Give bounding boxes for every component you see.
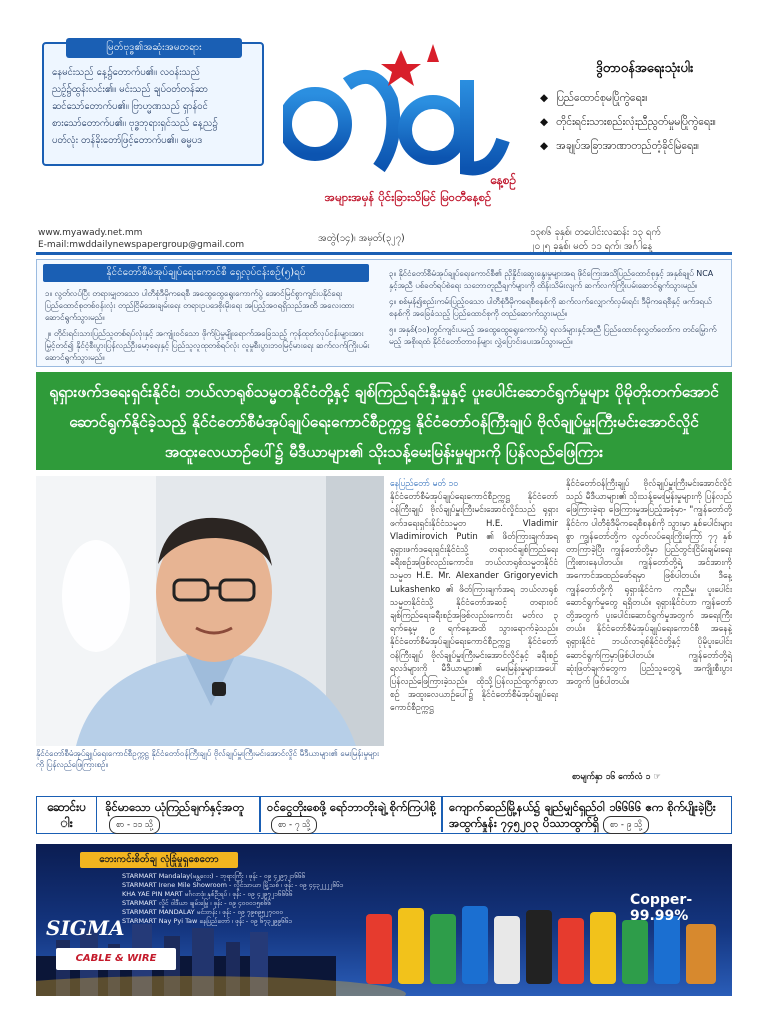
goal-item: ◆ ပြည်ထောင်စုမပြိုကွဲရေး။ (540, 92, 648, 104)
policy-item: ၅။ အနှစ်(၁၀)တွင်ကျင်းပမည့် အထွေထွေရွေးကောက်ပွဲ ရလဒ်များနှင့်အညီ ပြည်ထောင်စုလွှတ်တော်က တင်မြှောက်မည့် အစိုးရထံ နိုင်ငံတော်တာဝန်များ လွှဲပြောင်းပေးအပ်သွားမည်။ (389, 325, 717, 346)
index-item[interactable]: ခိုင်မာသော ယုံကြည်ချက်နှင့်အတူစာ - ၁၁ သို့ (105, 799, 255, 834)
page-ref: စာ - ၉ သို့ (603, 816, 649, 834)
logo-letter-circle-1 (285, 94, 345, 154)
goal-item: ◆ အချုပ်အခြာအာဏာတည်တံ့ခိုင်မြဲရေး။ (540, 140, 699, 152)
policy-item: ၂။ တိုင်းရင်းသားပြည်သူတစ်ရပ်လုံးနှင့် အကျုံးဝင်သော ဖိုက်ပြဲမှုမျိုးရောက်အခြေသည့် ကုန်ထုတ်လုပ်ငန်းများအား မြှင့်တင်၍ နိုင်ငံ့စီးပွားပြန်လည်ဦးမော့ရေးနှင့် ပြည်သူလူထုတစ်ရပ်လုံး လူမှုစီးပွားဘဝမြင့်မားရေး ဆက်လက်ကြိုးပမ်းဆောင်ရွက်သွားမည်။ (45, 329, 370, 362)
page-ref: စာ - ၁၁ သို့ (109, 816, 160, 834)
logo-graphic (283, 40, 523, 190)
website-link[interactable]: www.myawady.net.mm (38, 228, 143, 238)
headline-line: ရုရှားဖက်ဒရေးရှင်းနိုင်ငံ၊ ဘယ်လာရုစ်သမ္မတနိုင်ငံတို့နှင့် ချစ်ကြည်ရင်းနှီးမှုနှင့် ပူးပေါင်းဆောင်ရွက်မှုများ ပိုမိုတိုးတက်အောင် (49, 383, 719, 401)
goal-item: ◆ တိုင်းရင်းသားစည်းလုံးညီညွတ်မှုမပြိုကွဲရေး။ (540, 116, 716, 128)
advertisement[interactable] (36, 844, 732, 996)
mission-line: နေမင်းသည် နေ့၌တောက်ပ၏။ လဝန်းသည် (52, 67, 200, 78)
store-line: STARMART Irene Mile Showroom - လှိုင်သာယာ မြို့သစ် ၊ ဖုန်း - ၀၉ ၄၄၃၂၂၂၂၆၆၁ (122, 881, 344, 889)
index-item[interactable]: ကျောက်ဆည်မြို့နယ်၌ ချည်မျှင်ရှည်ဝါ ၁၆၆၆၆ ဧက စိုက်ပျိုးခဲ့ပြီး အထွက်နှုန်း ၇၄၅၂၀၃ ပိဿာထွက်ရှိ စာ - ၉ သို့ (449, 799, 727, 834)
policy-item: ၄။ စစ်မှန်၍စည်းကမ်းပြည့်ဝသော ပါတီစုံဒီမိုကရေစီစနစ်ကို ဆက်လက်လျှောက်လှမ်းရင်း ဒီမိုကရေစီနှင့် ဖက်ဒရယ်စနစ်ကို အခြေခံသည့် ပြည်ထောင်စုကို တည်ဆောက်သွားမည်။ (389, 297, 712, 318)
article-column (390, 478, 558, 786)
brand-logo: SIGMA (46, 916, 125, 940)
date-myanmar: ၁၃၈၆ ခုနှစ်၊ တပေါင်းလဆန်း ၁၃ ရက် (530, 227, 661, 238)
main-headline (36, 372, 732, 470)
photo-caption: နိုင်ငံတော်စီမံအုပ်ချုပ်ရေးကောင်စီဥက္ကဋ္ဌ နိုင်ငံတော်ဝန်ကြီးချုပ် ဗိုလ်ချုပ်မှူးကြီးမင်းအောင်လှိုင် မီဒီယာများ၏ မေးမြန်းမှုများကို ပြန်လည်ဖြေကြားစဉ်။ (36, 749, 380, 769)
divider (441, 797, 443, 832)
store-line: KHA YAE PIN MART မင်္ဂလာဒုံ၊ နှစ်ဦးရပ် ၊ ဖုန်း - ၀၉ ၄၂၉၇၂၁၆၆၆၆ (122, 890, 293, 898)
policy-item: ၁။ လွတ်လပ်ပြီး တရားမျှတသော ပါတီစုံဒီမိုကရေစီ အထွေထွေရွေးကောက်ပွဲ အောင်မြင်စွာကျင်းပနိုင်ရေး ပြည်ထောင်စုတစ်ဝန်းလုံး တည်ငြိမ်အေးချမ်းရေး တရားဥပဒေစိုးမိုးရေး အပြည့်အဝရရှိသည်အထိ အလေးထားဆောင်ရွက်သွားမည်။ (45, 289, 355, 322)
policy-box-title: နိုင်ငံတော်စီမံအုပ်ချုပ်ရေးကောင်စီ ရှေ့လုပ်ငန်းစဉ်(၅)ရပ် (43, 264, 369, 282)
divider (259, 797, 261, 832)
date-gregorian: ၂၀၂၅ ခုနှစ်၊ မတ် ၁၁ ရက်၊ အင်္ဂါနေ့ (530, 241, 653, 252)
mission-text (52, 64, 258, 149)
mission-line: စားသော်တောက်ပ၏။ ဗုဒ္ဓဘုရားရှင်သည် နေ့ည၌ (52, 118, 218, 129)
mission-line: ပတ်လုံး တန်ခိုးတော်ဖြင့်တောက်ပ၏။ ဓမ္မပဒ (52, 135, 203, 146)
masthead-tagline: အများအမှန် ပိုင်းခြားသိမြင် မြဝတီနေ့စဉ် (324, 190, 492, 204)
lead-photo (36, 476, 384, 746)
logo-letter-circle-2 (405, 102, 461, 158)
mission-title: မြတ်ဗုဒ္ဓ၏အဆုံးအမတရား (66, 38, 242, 58)
article-body: နိုင်ငံတော်ဝန်ကြီးချုပ် ဗိုလ်ချုပ်မှူးကြီးမင်းအောင်လှိုင်သည် မီဒီယာများ၏ သိုးသန့်မေးမြန်းမှုများကို ပြန်လည်ဖြေကြားခဲ့ရာ ဖြေကြားမှုအပြည့်အစုံမှာ- "ကျွန်တော်တို့နိုင်ငံက ပါတီစုံဒီမိုကရေစီစနစ်ကို သွားမှာ နှစ်ပေါင်းများစွာ ကျွန်တော်တို့က လွတ်လပ်ရေးကြိုးကြော် ၇၇ နှစ်တာကြာခဲ့ပြီး ကျွန်တော်တို့မှာ ပြည်တွင်းငြိမ်းချမ်းရေး ကြိုးစားနေပါတယ်။ ကျွန်တော်တို့ရဲ့ အင်အားကို အကောင်အထည်ဖော်ရမှာ ဖြစ်ပါတယ်။ ဒီနေ့ ကျွန်တော်တို့ကို ရုရှားနိုင်ငံက ကူညီမှု၊ ပူးပေါင်းဆောင်ရွက်မှုတွေ ရရှိတယ်။ ရုရှားနိုင်ငံဟာ ကျွန်တော်တို့အတွက် ပူးပေါင်းဆောင်ရွက်မှုအတွက် အရေးကြီးတယ်။ နိုင်ငံတော်စီမံအုပ်ချုပ်ရေးကောင်စီ အနေနဲ့ ရုရှားနိုင်ငံ ဘယ်လာရုစ်နိုင်ငံတို့နှင့် ပိုမိုပူးပေါင်းဆောင်ရွက်ကြမှာဖြစ်ပါတယ်။ ကျွန်တော်တို့ရဲ့ ဆုံးဖြတ်ချက်တွေက ပြည်သူတွေရဲ့ အကျိုးစီးပွားအတွက် ဖြစ်ပါတယ်။ (566, 479, 732, 688)
article-body: နိုင်ငံတော်စီမံအုပ်ချုပ်ရေးကောင်စီဥက္ကဋ္ဌ နိုင်ငံတော်ဝန်ကြီးချုပ် ဗိုလ်ချုပ်မှူးကြီးမင်းအောင်လှိုင်သည် ရုရှားဖက်ဒရေးရှင်းနိုင်ငံသမ္မတ H.E. Vladimir Vladimirovich Putin ၏ ဖိတ်ကြားချက်အရ ရုရှားဖက်ဒရေးရှင်းနိုင်ငံသို့ တရားဝင်ချစ်ကြည်ရေးခရီးစဉ်အဖြစ်လည်းကောင်း၊ ဘယ်လာရုစ်သမ္မတနိုင်ငံ သမ္မတ H.E. Mr. Alexander Grigoryevich Lukashenko ၏ ဖိတ်ကြားချက်အရ ဘယ်လာရုစ်သမ္မတနိုင်ငံသို့ နိုင်ငံတော်အဆင့် တရားဝင်ချစ်ကြည်ရေးခရီးစဉ်အဖြစ်လည်းကောင်း မတ်လ ၃ ရက်နေ့မှ ၉ ရက်နေ့အထိ သွားရောက်ခဲ့သည်။ နိုင်ငံတော်စီမံအုပ်ချုပ်ရေးကောင်စီဥက္ကဋ္ဌ နိုင်ငံတော်ဝန်ကြီးချုပ် ဗိုလ်ချုပ်မှူးကြီးမင်းအောင်လှိုင်နှင့် ခရီးစဉ်ရလဒ်များကို မီဒီယာများ၏ မေးမြန်းမှုများအပေါ် ပြန်လည်ဖြေကြားခဲ့သည်။ ထိုသို့ပြန်လည်ထွက်ခွာလာစဉ် အထူးလေယာဉ်ပေါ်၌ နိုင်ငံတော်စီမံအုပ်ချုပ်ရေးကောင်စီဥက္ကဋ္ဌ (390, 492, 558, 714)
store-line: STARMART လှိုင် ဝါဒီယာ ချမ်းမြေ့ ၊ ဖုန်း - ၀၉ ၄၀၀၀၁၅၈၆၆ (122, 899, 271, 907)
article-index (36, 796, 732, 834)
article-column (566, 478, 732, 768)
logo-subtitle: နေ့စဉ် (490, 173, 517, 187)
index-item[interactable]: ဝင်ငွေတိုးစေဖို့ ရော်ဘာတိုးချဲ့ စိုက်ကြပါစို့စာ - ၇ သို့ (267, 799, 437, 834)
policy-box (36, 259, 732, 367)
copper-purity-label: Copper-99.99% (630, 892, 693, 924)
mission-line: ဆင်သော်တောက်ပ၏။ ဗြာဟ္မဏသည် ရှာန်ဝင် (52, 101, 208, 112)
headline-line: အထူးလေယာဉ်ပေါ်၌ မီဒီယာများ၏ သိုးသန့်မေးမြန်းမှုများကို ပြန်လည်ဖြေကြား (164, 443, 604, 461)
logo-letter-arc (347, 77, 393, 168)
diamond-bullet-icon: ◆ (540, 116, 549, 128)
index-label: ဆောင်းပါး (37, 797, 97, 832)
store-line: STARMART Nay Pyi Taw နေပြည်တော် ၊ ဖုန်း - ၀၉ ၆၇၃၂၉၉၆၆၁ (122, 917, 293, 925)
policy-column-right (389, 268, 719, 348)
continued-link[interactable]: စာမျက်နှာ ၁၆ ကော်လံ ၁ ☞ (572, 772, 661, 782)
volume-number: အတွဲ(၁၄)၊ အမှတ်(၃၂၇) (318, 233, 405, 244)
diamond-bullet-icon: ◆ (540, 92, 549, 104)
goals-title: ဒွိတာဝန်အရေးသုံးပါး (596, 61, 694, 76)
logo-letter-stem (467, 80, 503, 168)
diamond-bullet-icon: ◆ (540, 140, 549, 152)
policy-column-left (45, 288, 375, 364)
headline-line: ဆောင်ရွက်နိုင်ခဲ့သည့် နိုင်ငံတော်စီမံအုပ်ချုပ်ရေးကောင်စီဥက္ကဋ္ဌ နိုင်ငံတော်ဝန်ကြီးချုပ် ဗိုလ်ချုပ်မှူးကြီးမင်းအောင်လှိုင် (69, 413, 699, 431)
store-line: STARMART Mandalay(မန္တလေး) - ဘုရားကြီး ၊ ဖုန်း - ၀၉ ၄၂၉၇၂၁၆၆၆ (122, 872, 306, 880)
logo-spire-icon (427, 44, 439, 62)
ad-headline: ဘေးကင်းစိတ်ချ လုံခြုံမှုရှစေတော (80, 852, 238, 868)
mission-box (42, 42, 264, 166)
newspaper-logo (283, 40, 523, 190)
policy-item: ၃။ နိုင်ငံတော်စီမံအုပ်ချုပ်ရေးကောင်စီ၏ ညှိနှိုင်းဆွေးနွေးမှုများအရ ဖိုင်ကြေးအသိပြည်ထောင်စုနှင့် အနှစ်ချုပ် NCA နှင့်အညီ ပစ်ခတ်ရပ်စဲရေး သဘောတူညီချက်များကို ထိန်းသိမ်းလျက် ဆက်လက်ကြိုးပမ်းဆောင်ရွက်သွားမည်။ (389, 269, 714, 290)
brand-tagline: CABLE & WIRE (56, 948, 176, 970)
email-link[interactable]: E-mail:mwddailynewspapergroup@gmail.com (38, 240, 245, 250)
store-line: STARMART MANDALAY မင်းတန်း ၊ ဖုန်း - ၀၉ ၇၉၈၉၅၂၇၀၀၀ (122, 908, 283, 916)
portrait-illustration (36, 476, 384, 746)
page-ref: စာ - ၇ သို့ (271, 816, 317, 834)
divider (36, 252, 732, 255)
article-dateline: နေပြည်တော် မတ် ၁၀ (390, 479, 458, 489)
mission-line: ညဉ့်၌ထွန်းလင်း၏။ မင်းသည် ချပ်ဝတ်တန်ဆာ (52, 84, 208, 95)
